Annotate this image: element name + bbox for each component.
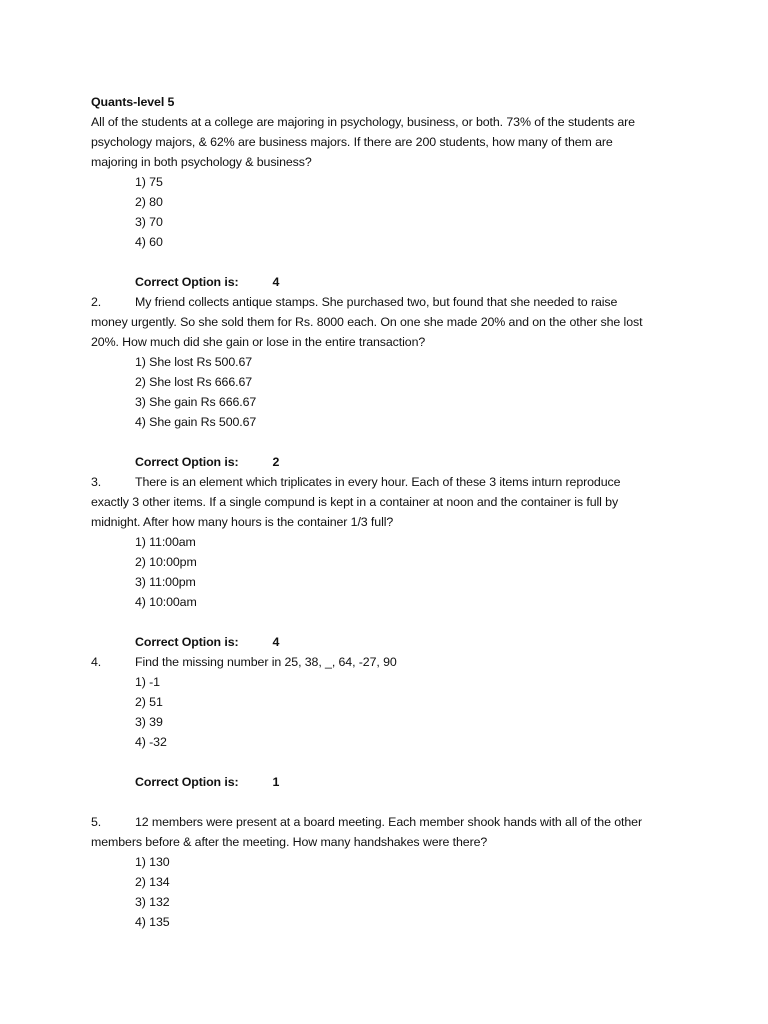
question-2-option-1: 1) She lost Rs 500.67 <box>135 355 253 369</box>
question-1-line-2: psychology majors, & 62% are business majors. If there are 200 students, how many of them are <box>91 135 613 149</box>
document-title: Quants-level 5 <box>91 95 175 109</box>
correct-option-label: Correct Option is: <box>135 275 239 289</box>
question-3-correct-option <box>91 632 681 652</box>
question-1-option-4: 4) 60 <box>135 235 163 249</box>
question-3-text-1: There is an element which triplicates in every hour. Each of these 3 items inturn reproduce <box>135 475 621 489</box>
question-5-text-1: 12 members were present at a board meeting. Each member shook hands with all of the other <box>135 815 642 829</box>
question-4-option-4: 4) -32 <box>135 735 167 749</box>
question-3-option-4: 4) 10:00am <box>135 595 197 609</box>
question-3-option-3: 3) 11:00pm <box>135 575 196 589</box>
question-2-line-2: money urgently. So she sold them for Rs. 8000 each. On one she made 20% and on the other she lost <box>91 315 643 329</box>
question-4-option-1: 1) -1 <box>135 675 160 689</box>
question-2-option-3: 3) She gain Rs 666.67 <box>135 395 257 409</box>
question-1-option-2: 2) 80 <box>135 195 163 209</box>
correct-option-label: Correct Option is: <box>135 775 239 789</box>
question-2-line-1 <box>91 292 681 312</box>
correct-option-value: 4 <box>272 635 280 649</box>
question-5-line-2: members before & after the meeting. How many handshakes were there? <box>91 835 488 849</box>
correct-option-label: Correct Option is: <box>135 635 239 649</box>
question-4-text-1: Find the missing number in 25, 38, _, 64, -27, 90 <box>135 655 397 669</box>
question-4-correct-option <box>91 772 681 792</box>
question-1-line-3: majoring in both psychology & business? <box>91 155 312 169</box>
question-2-number: 2. <box>91 295 102 309</box>
question-4-line-1 <box>91 652 681 672</box>
question-5-option-2: 2) 134 <box>135 875 170 889</box>
question-1-line-1: All of the students at a college are majoring in psychology, business, or both. 73% of the students are <box>91 115 635 129</box>
question-3-option-2: 2) 10:00pm <box>135 555 197 569</box>
question-3-option-1: 1) 11:00am <box>135 535 196 549</box>
question-5-number: 5. <box>91 815 102 829</box>
correct-option-value: 1 <box>272 775 280 789</box>
question-2-correct-option <box>91 452 681 472</box>
question-2-option-2: 2) She lost Rs 666.67 <box>135 375 253 389</box>
correct-option-label: Correct Option is: <box>135 455 239 469</box>
question-1-option-1: 1) 75 <box>135 175 163 189</box>
question-3-line-3: midnight. After how many hours is the container 1/3 full? <box>91 515 394 529</box>
correct-option-value: 2 <box>272 455 280 469</box>
question-5-option-4: 4) 135 <box>135 915 170 929</box>
question-1-correct-option <box>91 272 681 292</box>
question-4-option-3: 3) 39 <box>135 715 163 729</box>
question-4-number: 4. <box>91 655 102 669</box>
question-5-option-1: 1) 130 <box>135 855 170 869</box>
question-3-line-1 <box>91 472 681 492</box>
question-2-text-1: My friend collects antique stamps. She purchased two, but found that she needed to raise <box>135 295 618 309</box>
question-3-line-2: exactly 3 other items. If a single compund is kept in a container at noon and the container is full by <box>91 495 619 509</box>
question-5-line-1 <box>91 812 681 832</box>
document-content <box>91 92 681 932</box>
question-2-option-4: 4) She gain Rs 500.67 <box>135 415 257 429</box>
correct-option-value: 4 <box>272 275 280 289</box>
question-4-option-2: 2) 51 <box>135 695 163 709</box>
question-3-number: 3. <box>91 475 102 489</box>
question-1-option-3: 3) 70 <box>135 215 163 229</box>
question-5-option-3: 3) 132 <box>135 895 170 909</box>
question-2-line-3: 20%. How much did she gain or lose in the entire transaction? <box>91 335 426 349</box>
